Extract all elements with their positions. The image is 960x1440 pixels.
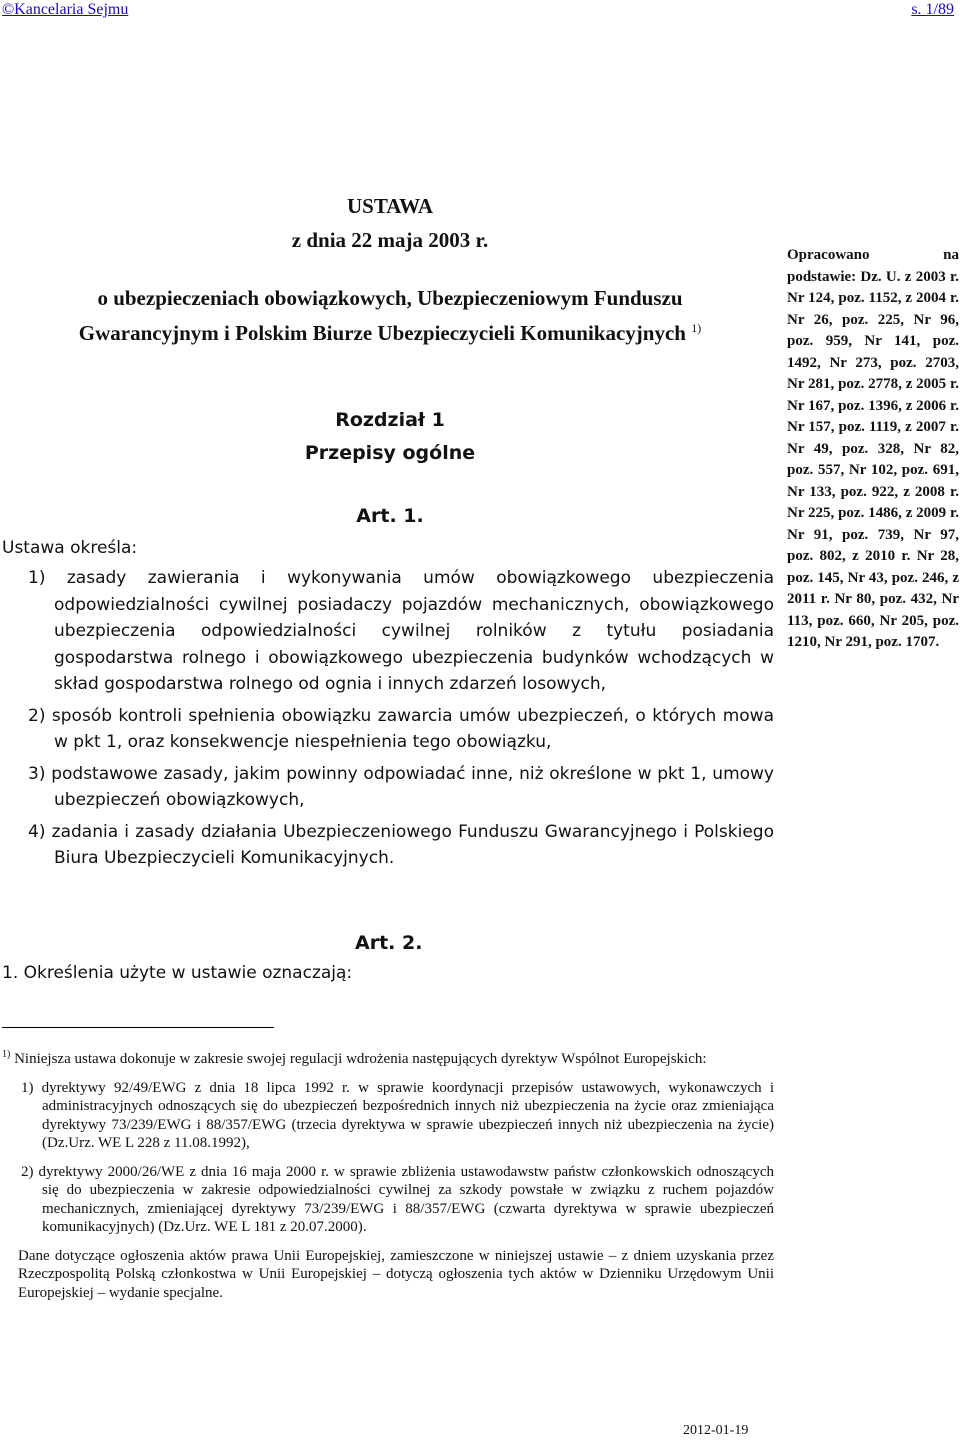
article-1-list (28, 565, 774, 877)
source-note-sidebar: Opracowano na podstawie: Dz. U. z 2003 r. Nr 124, poz. 1152, z 2004 r. Nr 26, poz. 225, Nr 96, poz. 959, Nr 141, poz. 1492, Nr 273, poz. 2703, Nr 281, poz. 2778, z 2005 r. Nr 167, poz. 1396, z 2006 r. Nr 157, poz. 1119, z 2007 r. Nr 49, poz. 328, Nr 82, poz. 557, Nr 102, poz. 691, Nr 133, poz. 922, z 2008 r. Nr 225, poz. 1486, z 2009 r. Nr 91, poz. 739, Nr 97, poz. 802, z 2010 r. Nr 28, poz. 145, Nr 43, poz. 246, z 2011 r. Nr 80, poz. 432, Nr 113, poz. 660, Nr 205, poz. 1210, Nr 291, poz. 1707. (787, 247, 959, 650)
act-subject-line-1: o ubezpieczeniach obowiązkowych, Ubezpieczeniowym Funduszu (97, 286, 683, 310)
article-1-heading: Art. 1. (356, 505, 424, 527)
article-1-intro: Ustawa określa: (2, 538, 138, 558)
act-subject-line-2-text: Gwarancyjnym i Polskim Biurze Ubezpieczycieli Komunikacyjnych (78, 321, 686, 345)
footnote-item: 2) dyrektywy 2000/26/WE z dnia 16 maja 2000 r. w sprawie zbliżenia ustawodawstw państw członkowskich odnoszących się do ubezpieczenia w zakresie odpowiedzialności cywilnej za szkody powstałe w związku z ruchem pojazdów mechanicznych, zmieniającej dyrektywy 73/239/EWG i 88/357/EWG (czwarta dyrektywa w sprawie ubezpieczeń komunikacyjnych) (Dz.Urz. WE L 181 z 20.07.2000). (21, 1163, 774, 1235)
footnote-note: Dane dotyczące ogłoszenia aktów prawa Unii Europejskiej, zamieszczone w niniejszej ustawie – z dniem uzyskania przez Rzeczpospolitą Polską członkostwa w Unii Europejskiej – dotyczą ogłoszenia tych aktów w Dzienniku Urzędowym Unii Europejskiej – wydanie specjalne. (18, 1247, 774, 1301)
footnote-mark: 1) (2, 1049, 11, 1060)
footnote-divider (2, 1027, 274, 1028)
act-date: z dnia 22 maja 2003 r. (291, 228, 489, 252)
page-number-link[interactable]: s. 1/89 (911, 1, 954, 18)
article-2-item: 1. Określenia użyte w ustawie oznaczają: (2, 963, 353, 983)
copyright-link[interactable]: ©Kancelaria Sejmu (2, 1, 129, 18)
act-subject (0, 283, 780, 348)
article-1-item: 2) sposób kontroli spełnienia obowiązku zawarcia umów ubezpieczeń, o których mowa w pkt 1, oraz konsekwencje niespełnienia tego obowiązku, (28, 705, 774, 752)
footnote-intro-text: Niniejsza ustawa dokonuje w zakresie swojej regulacji wdrożenia następujących dyrektyw Wspólnot Europejskich: (14, 1051, 707, 1067)
act-subject-line-2 (0, 313, 780, 348)
footnote-reference[interactable]: 1) (691, 321, 702, 335)
article-2-heading: Art. 2. (355, 932, 423, 954)
article-1-item: 1) zasady zawierania i wykonywania umów obowiązkowego ubezpieczenia odpowiedzialności cywilnej posiadaczy pojazdów mechanicznych, obowiązkowego ubezpieczenia odpowiedzialności cywilnej rolników z tytułu posiadania gospodarstwa rolnego i obowiązkowego ubezpieczenia budynków wchodzących w skład gospodarstwa rolnego od ognia i innych zdarzeń losowych, (28, 568, 774, 694)
act-title: USTAWA (347, 194, 433, 218)
footnote-intro (2, 1046, 774, 1069)
chapter-name: Przepisy ogólne (304, 442, 476, 464)
footnotes (2, 1046, 774, 1302)
article-1-item: 3) podstawowe zasady, jakim powinny odpowiadać inne, niż określone w pkt 1, umowy ubezpieczeń obowiązkowych, (28, 763, 774, 810)
footnote-item: 1) dyrektywy 92/49/EWG z dnia 18 lipca 1992 r. w sprawie koordynacji przepisów ustawowych, wykonawczych i administracyjnych odnoszących się do ubezpieczeń bezpośrednich innych niż ubezpieczenia na życie oraz zmieniająca dyrektywy 73/239/EWG i 88/357/EWG (trzecia dyrektywa w sprawie ubezpieczeń innych niż ubezpieczenia na życie) (Dz.Urz. WE L 228 z 11.08.1992), (21, 1079, 774, 1151)
chapter-number: Rozdział 1 (335, 409, 445, 431)
document-date: 2012-01-19 (683, 1423, 749, 1438)
article-1-item: 4) zadania i zasady działania Ubezpieczeniowego Funduszu Gwarancyjnego i Polskiego Biura Ubezpieczycieli Komunikacyjnych. (28, 821, 774, 868)
